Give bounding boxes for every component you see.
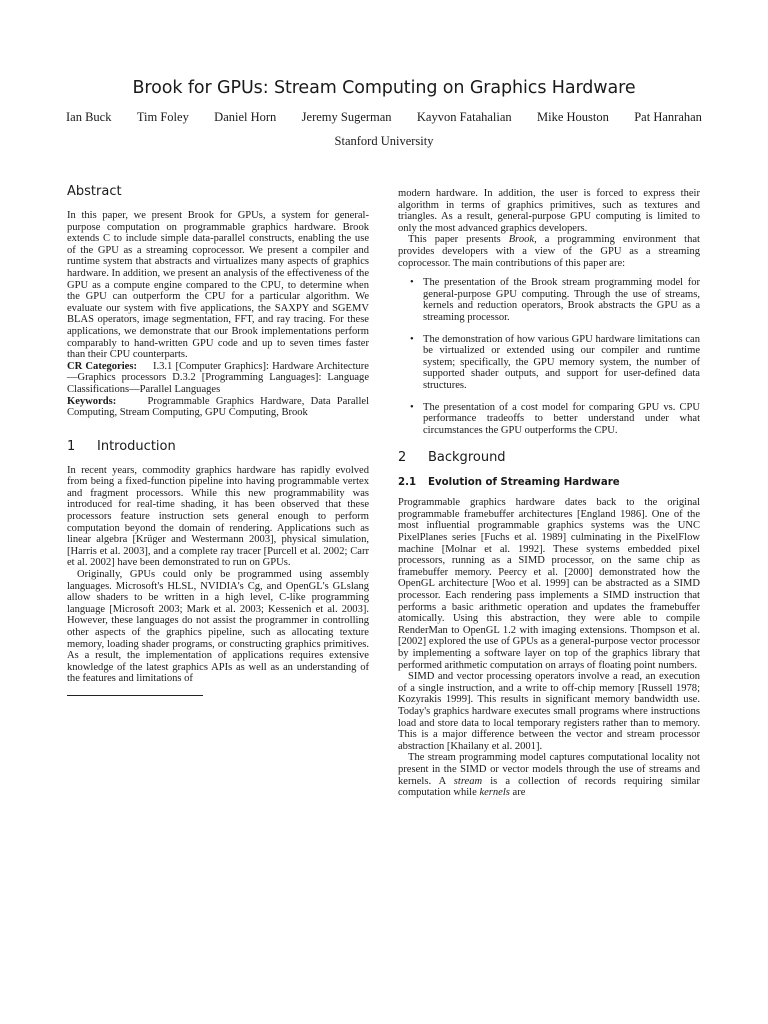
right-column [398,188,700,799]
background-paragraph-3: The stream programming model captures computational locality not present in the SIMD or vector models through the use of streams and kernels. A stream is a collection of records requiring similar computation while kernels are [398,752,700,799]
author-name: Kayvon Fatahalian [416,110,512,124]
kernels-term: kernels [479,787,510,799]
bullet-icon: • [410,401,414,413]
contribution-list [398,277,700,436]
author-name: Pat Hanrahan [634,110,702,124]
author-name: Tim Foley [136,110,189,124]
background-paragraph-1: Programmable graphics hardware dates back to the original programmable framebuffer architectures [England 1986]. One of the most influential programmable graphics systems was the UNC PixelPlanes series [Fuchs et al. 1989] culminating in the PixelFlow machine [Molnar et al. 1992]. These systems embedded pixel processors, running as a SIMD processor, on the same chip as framebuffer memory. Peercy et al. [2000] demonstrated how the OpenGL architecture [Woo et al. 1999] can be abstracted as a SIMD processor. Each rendering pass implements a SIMD instruction that performs a basic arithmetic operation and updates the framebuffer atomically. Using this abstraction, they were able to compile RenderMan to OpenGL 1.2 with imaging extensions. Thompson et al. [2002] explored the use of GPUs as a general-purpose vector processor by implementing a software layer on top of the graphics library that performed arithmetic computation on arrays of floating point numbers. [398,497,700,671]
contribution-intro: This paper presents Brook, a programming environment that provides developers with a view of the GPU as a streaming coprocessor. The main contributions of this paper are: [398,234,700,269]
section-title: Background [428,450,506,466]
list-item: • The presentation of a cost model for comparing GPU vs. CPU performance tradeoffs to better understand under what circumstances the GPU outperforms the CPU. [410,401,700,436]
cr-categories [67,361,369,396]
bullet-icon: • [410,333,414,345]
cr-categories-text: I.3.1 [Computer Graphics]: Hardware Architecture—Graphics processors D.3.2 [Programming Languages]: Language Classifications—Parallel Languages [67,360,369,395]
author-list [66,110,702,125]
author-name: Jeremy Sugerman [301,110,392,124]
section-number: 2 [398,450,407,466]
background-heading [398,450,700,466]
author-name: Mike Houston [537,110,609,124]
keywords [67,396,369,419]
left-column [67,184,369,696]
keywords-label: Keywords: [67,395,117,407]
introduction-heading [67,439,369,455]
brook-term: Brook [508,234,535,246]
list-item: • The presentation of the Brook stream programming model for general-purpose GPU computing. Through the use of streams, kernels and reduction operators, Brook abstracts the GPU as a streaming processor. [410,277,700,323]
affiliation: Stanford University [334,134,434,148]
abstract-heading: Abstract [67,184,122,199]
intro-paragraph-1: In recent years, commodity graphics hardware has rapidly evolved from being a fixed-function pipeline into having programmable vertex and fragment processors. While this new programmability was introduced for real-time shading, it has been observed that these processors feature instruction sets general enough to perform computation beyond the domain of rendering. Applications such as linear algebra [Krüger and Westermann 2003], physical simulation, [Harris et al. 2003], and a complete ray tracer [Purcell et al. 2002; Carr et al. 2002] have been demonstrated to run on GPUs. [67,464,369,569]
footnote-rule [67,695,203,696]
bullet-icon: • [410,277,414,289]
list-item: • The demonstration of how various GPU hardware limitations can be virtualized or extended using our compiler and runtime system; specifically, the GPU memory system, the number of supported shader outputs, and support for user-defined data structures. [410,333,700,391]
author-name: Daniel Horn [214,110,277,124]
cr-categories-label: CR Categories: [67,360,137,372]
subsection-number: 2.1 [398,477,417,489]
abstract-text: In this paper, we present Brook for GPUs, a system for general-purpose computation on programmable graphics hardware. Brook extends C to include simple data-parallel constructs, enabling the use of the GPU as a streaming coprocessor. We present a compiler and runtime system that abstracts and virtualizes many aspects of graphics hardware. In addition, we present an analysis of the effectiveness of the GPU as a compute engine compared to the CPU, to determine when the GPU can outperform the CPU for a particular algorithm. We evaluate our system with five applications, the SAXPY and SGEMV BLAS operators, image segmentation, FFT, and ray tracing. For these applications, we demonstrate that our Brook implementations perform comparably to hand-written GPU code and up to seven times faster than their CPU counterparts. [67,210,369,361]
author-name: Ian Buck [66,110,112,124]
keywords-text: Programmable Graphics Hardware, Data Parallel Computing, Stream Computing, GPU Computing, Brook [67,395,369,419]
background-paragraph-2: SIMD and vector processing operators involve a read, an execution of a single instruction, and a write to off-chip memory [Russell 1978; Kozyrakis 1999]. This results in significant memory bandwidth use. Today's graphics hardware executes small programs where instructions load and store data to local temporary registers rather than to memory. This is a major difference between the vector and stream processor abstraction [Khailany et al. 2001]. [398,671,700,752]
subsection-heading [398,476,700,489]
section-title: Introduction [97,438,176,454]
intro-continuation: modern hardware. In addition, the user is forced to express their algorithm in terms of graphics primitives, such as textures and triangles. As a result, general-purpose GPU computing is limited to only the most advanced graphics developers. [398,188,700,234]
subsection-title: Evolution of Streaming Hardware [428,477,620,489]
section-number: 1 [67,438,76,454]
paper-title: Brook for GPUs: Stream Computing on Graphics Hardware [132,78,636,98]
intro-paragraph-2: Originally, GPUs could only be programmed using assembly languages. Microsoft's HLSL, NVIDIA's Cg, and OpenGL's GLslang allow shaders to be written in a high level, C-like programming language [Microsoft 2003; Mark et al. 2003; Kessenich et al. 2003]. However, these languages do not assist the programmer in controlling other aspects of the graphics pipeline, such as allocating texture memory, loading shader programs, or constructing graphics primitives. As a result, the implementation of applications requires extensive knowledge of the latest graphics APIs as well as an understanding of the features and limitations of [67,569,369,685]
stream-term: stream [453,775,483,787]
